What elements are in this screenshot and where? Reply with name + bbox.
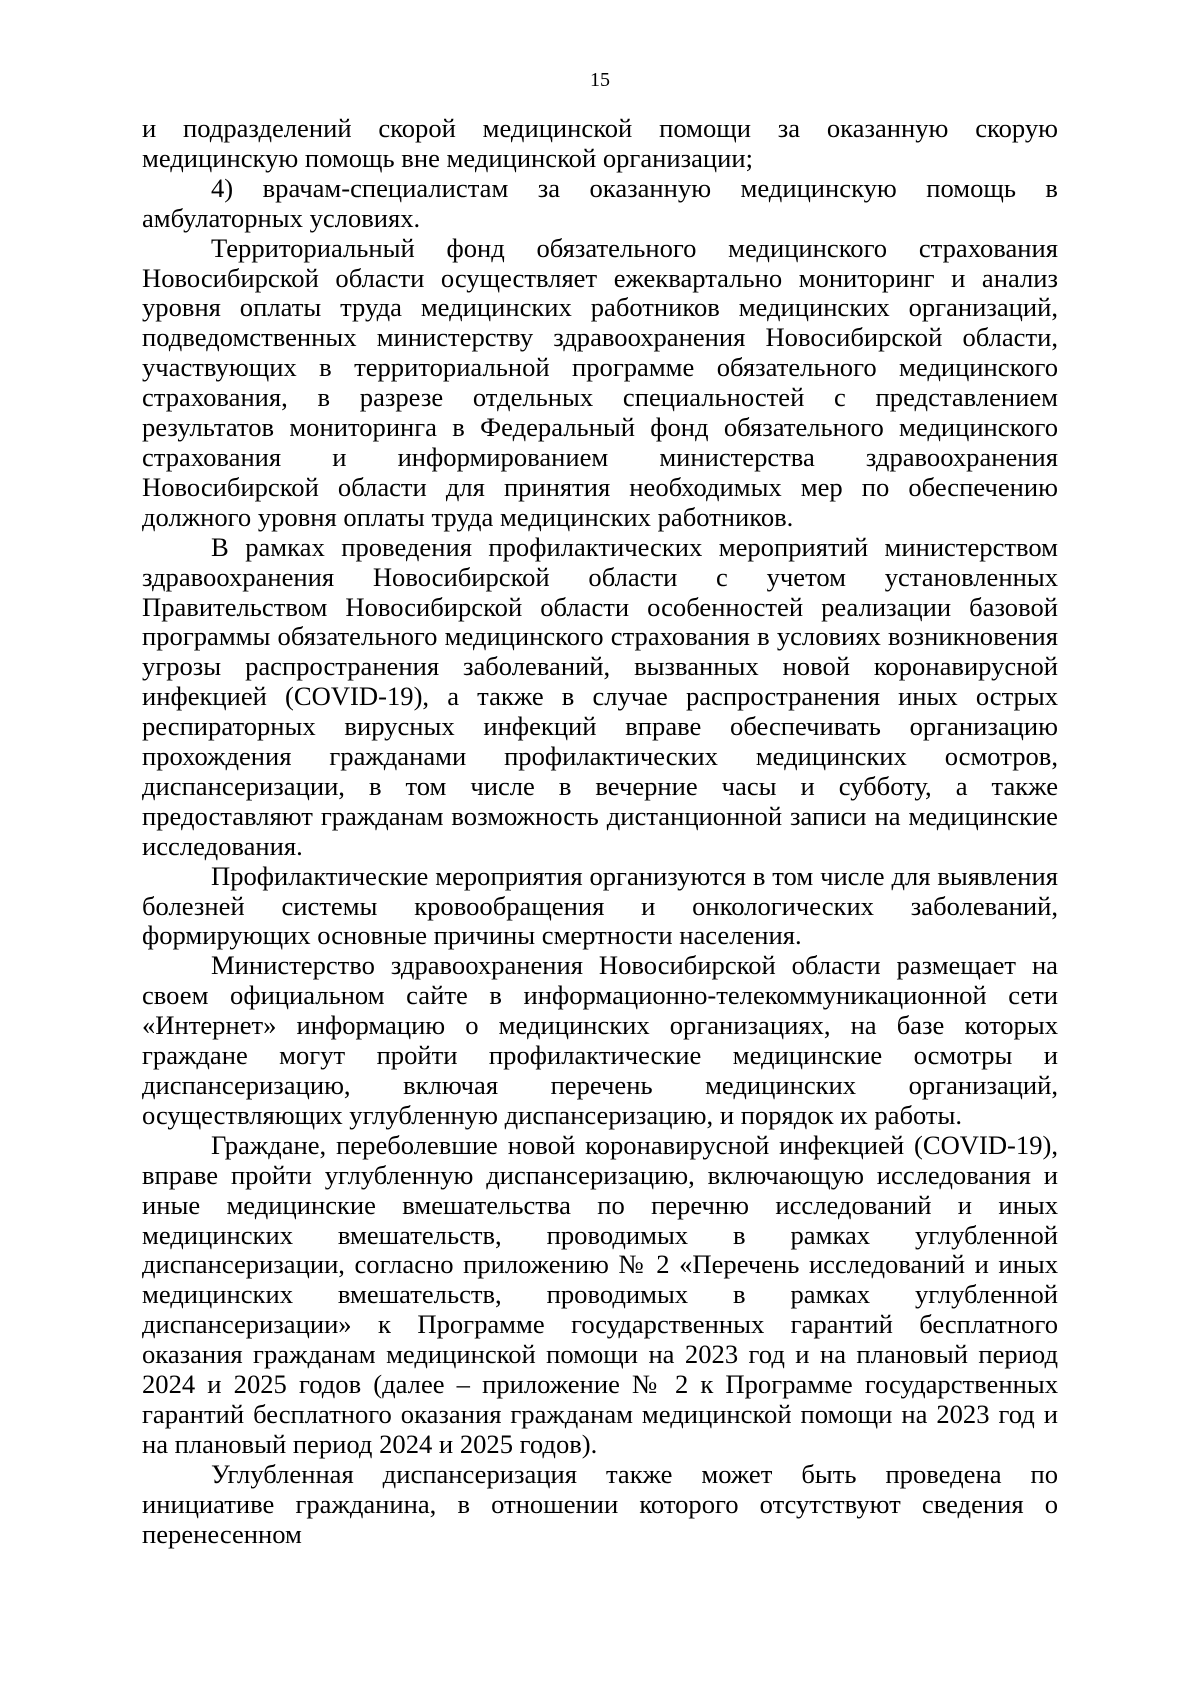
- paragraph-tfoms-monitoring: Территориальный фонд обязательного медицинского страхования Новосибирской области осуществляет ежеквартально мониторинг и анализ уровня оплаты труда медицинских работников медицинских организаций, подведомственных министерству здравоохранения Новосибирской области, участвующих в территориальной программе обязательного медицинского страхования, в разрезе отдельных специальностей с представлением результатов мониторинга в Федеральный фонд обязательного медицинского страхования и информированием министерства здравоохранения Новосибирской области для принятия необходимых мер по обеспечению должного уровня оплаты труда медицинских работников.: [142, 232, 1058, 532]
- document-body: [142, 114, 1058, 1550]
- paragraph-list-item-4: 4) врачам-специалистам за оказанную медицинскую помощь в амбулаторных условиях.: [142, 172, 1058, 233]
- paragraph-preventive-purpose: Профилактические мероприятия организуются в том числе для выявления болезней системы кровообращения и онкологических заболеваний, формирующих основные причины смертности населения.: [142, 860, 1058, 951]
- paragraph-preventive-measures: В рамках проведения профилактических мероприятий министерством здравоохранения Новосибирской области с учетом установленных Правительством Новосибирской области особенностей реализации базовой программы обязательного медицинского страхования в условиях возникновения угрозы распространения заболеваний, вызванных новой коронавирусной инфекцией (COVID-19), а также в случае распространения иных острых респираторных вирусных инфекций вправе обеспечивать организацию прохождения гражданами профилактических медицинских осмотров, диспансеризации, в том числе в вечерние часы и субботу, а также предоставляют гражданам возможность дистанционной записи на медицинские исследования.: [142, 531, 1058, 861]
- paragraph-covid-in-depth-exam: Граждане, переболевшие новой коронавирусной инфекцией (COVID-19), вправе пройти углубленную диспансеризацию, включающую исследования и иные медицинские вмешательства по перечню исследований и иных медицинских вмешательств, проводимых в рамках углубленной диспансеризации, согласно приложению № 2 «Перечень исследований и иных медицинских вмешательств, проводимых в рамках углубленной диспансеризации» к Программе государственных гарантий бесплатного оказания гражданам медицинской помощи на 2023 год и на плановый период 2024 и 2025 годов (далее – приложение № 2 к Программе государственных гарантий бесплатного оказания гражданам медицинской помощи на 2023 год и на плановый период 2024 и 2025 годов).: [142, 1129, 1058, 1459]
- paragraph-citizen-initiative: Углубленная диспансеризация также может быть проведена по инициативе гражданина, в отношении которого отсутствуют сведения о перенесенном: [142, 1458, 1058, 1549]
- paragraph-ministry-website: Министерство здравоохранения Новосибирской области размещает на своем официальном сайте в информационно-телекоммуникационной сети «Интернет» информацию о медицинских организациях, на базе которых граждане могут пройти профилактические медицинские осмотры и диспансеризацию, включая перечень медицинских организаций, осуществляющих углубленную диспансеризацию, и порядок их работы.: [142, 950, 1058, 1130]
- page-number: 15: [590, 69, 610, 91]
- paragraph-continuation: и подразделений скорой медицинской помощи за оказанную скорую медицинскую помощь вне медицинской организации;: [142, 113, 1058, 173]
